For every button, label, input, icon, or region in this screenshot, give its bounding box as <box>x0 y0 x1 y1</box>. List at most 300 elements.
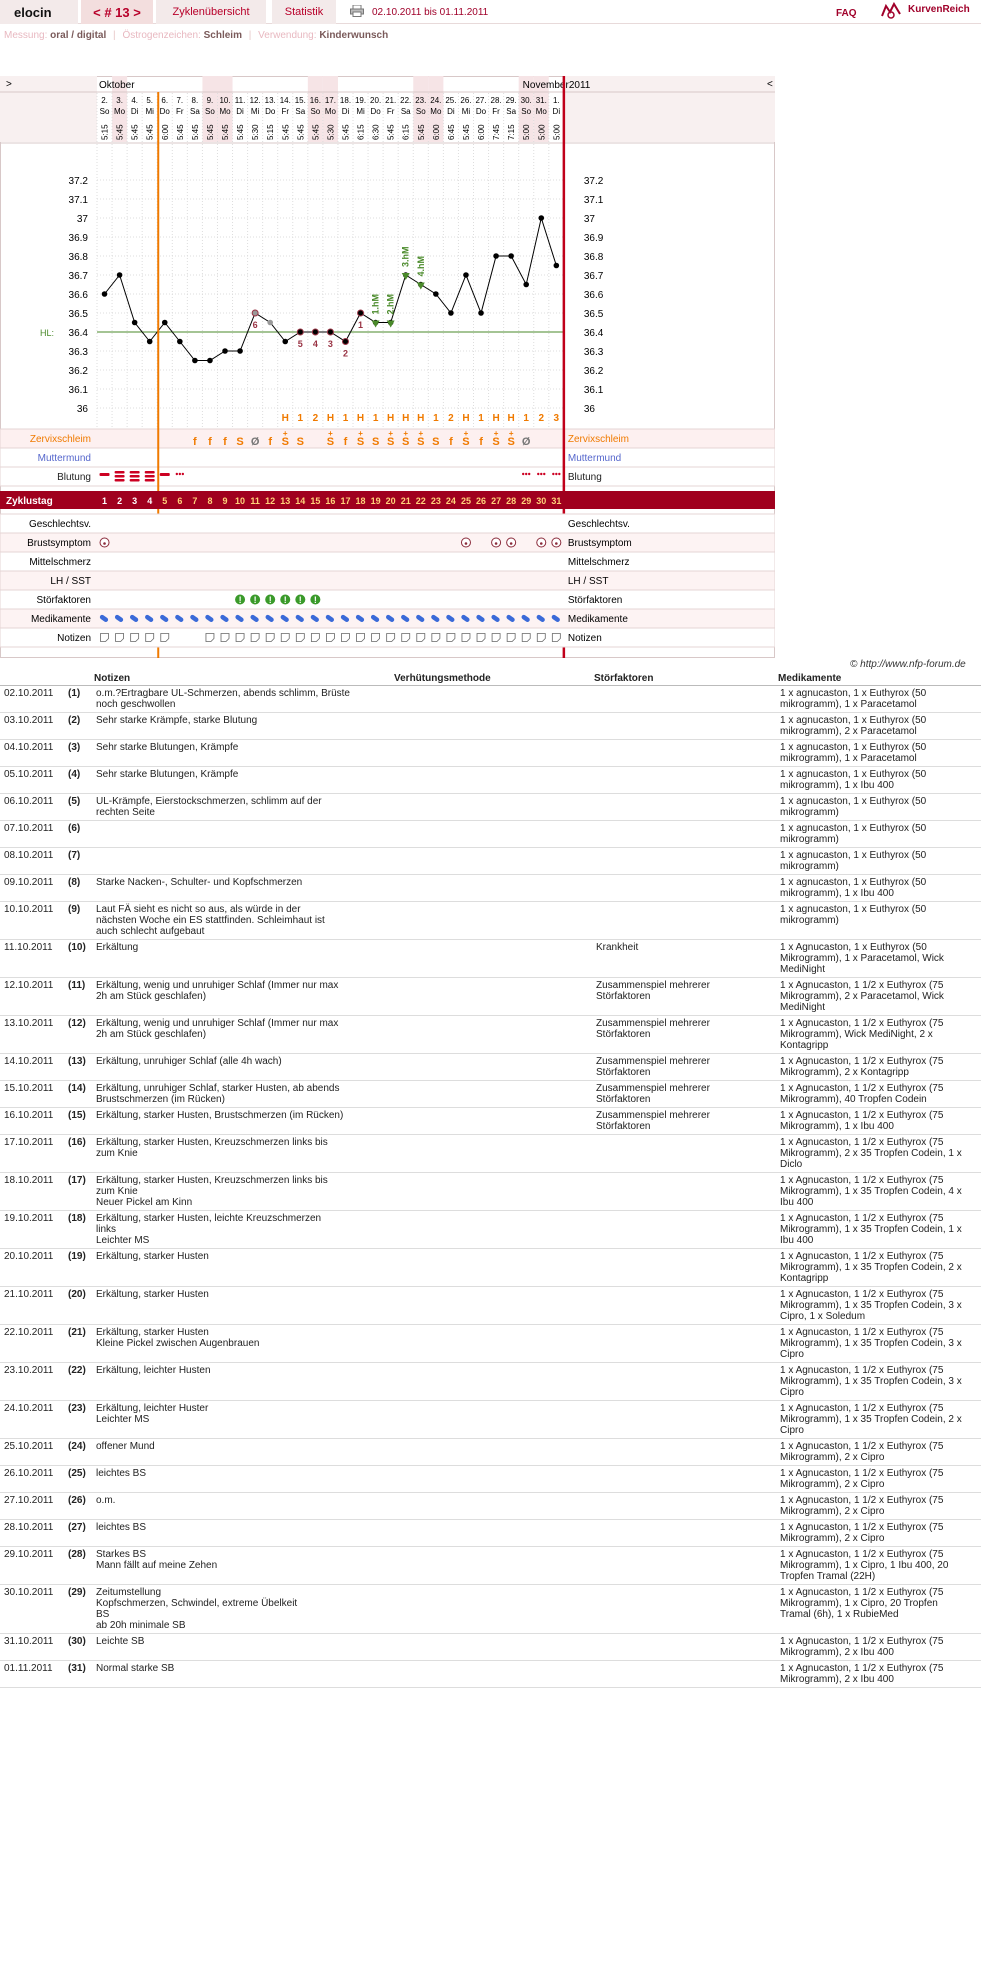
day-date: 1. <box>552 96 560 105</box>
row-note: Erkältung, starker Husten <box>92 1286 392 1324</box>
day-weekday: Di <box>236 107 244 116</box>
row-method <box>392 1362 592 1400</box>
temperature-point <box>267 320 273 326</box>
row-medication: 1 x Agnucaston, 1 1/2 x Euthyrox (75 Mikrogramm), 1 x 35 Tropfen Codein, 2 x Cipro <box>776 1400 981 1438</box>
cycle-day-number: 25 <box>460 496 471 506</box>
cervical-mucus-plus: + <box>493 429 499 438</box>
row-disturbances <box>592 1248 776 1286</box>
bleeding-spotting-mark <box>555 473 557 475</box>
row-cycle-day: (15) <box>68 1107 92 1134</box>
hl-marker: 1 <box>342 413 349 424</box>
lh-test-row <box>0 571 775 590</box>
row-method <box>392 1400 592 1438</box>
row-date: 27.10.2011 <box>0 1492 68 1519</box>
day-weekday: Mi <box>356 107 365 116</box>
row-date: 05.10.2011 <box>0 766 68 793</box>
row-date: 31.10.2011 <box>0 1633 68 1660</box>
hl-marker: H <box>326 413 335 424</box>
table-row <box>0 901 981 939</box>
mittelschmerz-row-label: Mittelschmerz <box>29 557 91 568</box>
day-weekday: Mo <box>324 107 336 116</box>
row-note: offener Mund <box>92 1438 392 1465</box>
row-date: 26.10.2011 <box>0 1465 68 1492</box>
row-date: 21.10.2011 <box>0 1286 68 1324</box>
row-note: Sehr starke Blutungen, Krämpfe <box>92 766 392 793</box>
disturbance-row <box>0 590 775 609</box>
high-temp-label: 4.hM <box>415 255 426 277</box>
hl-marker: H <box>356 413 365 424</box>
cervical-mucus-plus: + <box>418 429 424 438</box>
temperature-point <box>132 320 138 326</box>
day-date: 19. <box>354 96 367 105</box>
breast-symptom-icon-dot <box>540 542 543 545</box>
row-date: 08.10.2011 <box>0 847 68 874</box>
cycle-day-number: 17 <box>340 496 351 506</box>
date-range: 02.10.2011 bis 01.11.2011 <box>372 7 489 18</box>
row-medication: 1 x agnucaston, 1 x Euthyrox (50 mikrogramm), 1 x Ibu 400 <box>776 874 981 901</box>
row-medication: 1 x agnucaston, 1 x Euthyrox (50 mikrogramm) <box>776 901 981 939</box>
y-tick-label: 36.6 <box>68 290 88 301</box>
cycle-day-number: 2 <box>117 496 123 506</box>
row-cycle-day: (11) <box>68 977 92 1015</box>
row-date: 19.10.2011 <box>0 1210 68 1248</box>
day-date: 23. <box>415 96 427 105</box>
notes-row-label: Notizen <box>57 633 91 644</box>
cervix-row-label: Muttermund <box>37 453 91 464</box>
day-date: 18. <box>339 96 352 105</box>
cycle-day-number: 20 <box>385 496 396 506</box>
y-tick-label-right: 36.2 <box>583 366 604 377</box>
day-time: 6:30 <box>371 124 381 140</box>
day-time: 5:45 <box>416 124 426 140</box>
bleeding-row-label-right: Blutung <box>567 472 602 483</box>
row-disturbances <box>592 739 776 766</box>
day-time: 5:45 <box>341 124 351 140</box>
table-row <box>0 1134 981 1172</box>
cervical-mucus-value: S <box>386 436 395 448</box>
bleeding-heavy-mark <box>115 479 125 482</box>
cervix-row <box>0 448 775 467</box>
cervical-mucus-value: f <box>223 436 227 448</box>
year-label: 2011 <box>568 80 591 91</box>
day-date: 22. <box>400 96 412 105</box>
breast-symptom-icon-dot <box>495 542 498 545</box>
high-temp-label: 2.hM <box>385 293 396 315</box>
y-tick-label: 37 <box>76 214 88 225</box>
disturbance-icon-mark: ! <box>253 595 257 605</box>
day-time: 5:15 <box>266 124 276 140</box>
bleeding-spotting-mark <box>522 473 524 475</box>
hl-marker: H <box>387 413 395 424</box>
hl-marker: 2 <box>312 413 319 424</box>
row-method <box>392 1519 592 1546</box>
separator: | <box>113 30 116 41</box>
y-tick-label-right: 37.2 <box>583 176 604 187</box>
row-method <box>392 793 592 820</box>
row-note: Erkältung <box>92 939 392 977</box>
day-time: 5:45 <box>236 124 246 140</box>
medication-row-label-right: Medikamente <box>567 614 628 625</box>
cervical-mucus-value: f <box>193 436 197 448</box>
row-medication: 1 x Agnucaston, 1 1/2 x Euthyrox (75 Mikrogramm), 2 x Cipro <box>776 1492 981 1519</box>
day-time: 6:00 <box>160 124 170 140</box>
bleeding-medium-mark <box>100 473 110 476</box>
row-disturbances <box>592 1465 776 1492</box>
row-cycle-day: (24) <box>68 1438 92 1465</box>
column-header <box>0 672 68 685</box>
day-time: 5:45 <box>461 124 471 140</box>
cervical-mucus-plus: + <box>328 429 333 438</box>
estrogen-label: Östrogenzeichen: <box>122 30 201 41</box>
y-tick-label-right: 37.1 <box>583 195 604 206</box>
day-weekday: Do <box>370 107 381 116</box>
y-tick-label: 36.1 <box>68 385 88 396</box>
row-date: 29.10.2011 <box>0 1546 68 1584</box>
day-time: 6:15 <box>401 124 411 140</box>
usage-label: Verwendung: <box>258 30 317 41</box>
nav-prev-icon: > <box>6 79 12 90</box>
day-weekday: So <box>521 107 532 116</box>
row-disturbances <box>592 1660 776 1687</box>
row-cycle-day: (4) <box>68 766 92 793</box>
separator: | <box>248 30 252 41</box>
temperature-point <box>538 215 544 221</box>
row-method <box>392 1210 592 1248</box>
logo-text: KurvenReich <box>908 4 970 15</box>
measurement-value: oral / digital <box>50 30 107 41</box>
temperature-point <box>117 272 123 278</box>
y-tick-label-right: 36.7 <box>583 271 604 282</box>
high-temp-label: 3.hM <box>400 246 411 267</box>
row-date: 20.10.2011 <box>0 1248 68 1286</box>
row-date: 12.10.2011 <box>0 977 68 1015</box>
notes-table <box>0 672 981 1688</box>
day-date: 31. <box>535 96 547 105</box>
column-header-notes: Notizen <box>92 672 392 685</box>
header-right-bg <box>564 76 775 142</box>
row-date: 18.10.2011 <box>0 1172 68 1210</box>
row-date: 09.10.2011 <box>0 874 68 901</box>
low-temp-label: 6 <box>252 320 258 330</box>
y-tick-label: 36.8 <box>68 252 88 263</box>
breast-symptom-icon-dot <box>465 542 468 545</box>
cervical-mucus-value: S <box>296 436 304 448</box>
top-navigation <box>0 0 981 24</box>
table-header-row <box>0 672 981 685</box>
column-header-medication: Medikamente <box>776 672 981 685</box>
medication-row-label: Medikamente <box>30 614 91 625</box>
row-medication: 1 x Agnucaston, 1 1/2 x Euthyrox (75 Mikrogramm), 2 x Kontagripp <box>776 1053 981 1080</box>
day-time: 5:45 <box>130 124 140 140</box>
cervical-mucus-plus: + <box>388 429 394 438</box>
cervical-mucus-plus: + <box>282 429 288 438</box>
y-tick-label-right: 36.8 <box>583 252 604 263</box>
credit-text: © http://www.nfp-forum.de <box>850 659 966 670</box>
cervical-mucus-value: S <box>462 436 470 448</box>
cervical-mucus-value: Ø <box>250 436 260 448</box>
row-cycle-day: (23) <box>68 1400 92 1438</box>
bleeding-spotting-mark <box>525 473 527 475</box>
table-row <box>0 1324 981 1362</box>
hl-marker: H <box>402 413 410 424</box>
row-note: Erkältung, leichter Husten <box>92 1362 392 1400</box>
cervical-mucus-value: S <box>281 436 289 448</box>
row-date: 02.10.2011 <box>0 685 68 712</box>
row-method <box>392 1465 592 1492</box>
bleeding-spotting-mark <box>182 473 184 475</box>
table-row <box>0 1546 981 1584</box>
row-date: 17.10.2011 <box>0 1134 68 1172</box>
y-tick-label-right: 37 <box>583 214 595 225</box>
row-medication: 1 x agnucaston, 1 x Euthyrox (50 mikrogramm), 2 x Paracetamol <box>776 712 981 739</box>
day-time: 6:00 <box>431 124 441 140</box>
row-note: Sehr starke Krämpfe, starke Blutung <box>92 712 392 739</box>
cycle-day-number: 28 <box>506 496 517 506</box>
day-weekday: Fr <box>492 107 500 116</box>
row-cycle-day: (9) <box>68 901 92 939</box>
y-tick-label-right: 36.9 <box>583 233 604 244</box>
temperature-point <box>177 339 183 345</box>
disturbance-icon-mark: ! <box>238 595 242 605</box>
temperature-point <box>478 310 484 316</box>
row-disturbances <box>592 1546 776 1584</box>
bleeding-heavy-mark <box>115 475 125 478</box>
row-note: Erkältung, unruhiger Schlaf (alle 4h wach) <box>92 1053 392 1080</box>
row-note: Starke Nacken-, Schulter- und Kopfschmerzen <box>92 874 392 901</box>
row-date: 22.10.2011 <box>0 1324 68 1362</box>
intercourse-row-label: Geschlechtsv. <box>28 519 91 530</box>
row-disturbances <box>592 1210 776 1248</box>
row-method <box>392 1324 592 1362</box>
row-note: Leichte SB <box>92 1633 392 1660</box>
logo-icon <box>880 2 902 20</box>
day-weekday: Mo <box>430 107 442 116</box>
row-note: o.m.?Ertragbare UL-Schmerzen, abends schlimm, Brüste noch geschwollen <box>92 685 392 712</box>
row-note: Erkältung, starker Husten Kleine Pickel zwischen Augenbrauen <box>92 1324 392 1362</box>
day-weekday: So <box>415 107 426 116</box>
table-row <box>0 793 981 820</box>
table-row <box>0 1053 981 1080</box>
cycle-day-number: 19 <box>370 496 381 506</box>
row-note: Starkes BS Mann fällt auf meine Zehen <box>92 1546 392 1584</box>
cervical-mucus-plus: + <box>508 429 514 438</box>
day-weekday: Mo <box>219 107 231 116</box>
cycle-day-number: 6 <box>177 496 183 506</box>
low-temp-label: 4 <box>312 339 318 349</box>
faq-link[interactable]: FAQ <box>836 8 857 19</box>
row-note: Erkältung, unruhiger Schlaf, starker Husten, ab abends Brustschmerzen (im Rücken) <box>92 1080 392 1107</box>
table-row <box>0 1248 981 1286</box>
cervical-mucus-value: S <box>507 436 515 448</box>
temperature-point <box>554 263 560 269</box>
day-date: 5. <box>146 96 154 105</box>
day-time: 7:45 <box>492 124 502 140</box>
row-cycle-day: (22) <box>68 1362 92 1400</box>
table-row <box>0 712 981 739</box>
day-time: 6:45 <box>446 124 456 140</box>
row-disturbances <box>592 847 776 874</box>
y-tick-label: 36 <box>76 404 88 415</box>
table-row <box>0 847 981 874</box>
printer-icon[interactable] <box>350 5 364 17</box>
cervical-mucus-value: Ø <box>521 436 531 448</box>
row-medication: 1 x Agnucaston, 1 1/2 x Euthyrox (75 Mikrogramm), 1 x Cipro, 1 Ibu 400, 20 Tropfen Tramal (22H) <box>776 1546 981 1584</box>
y-tick-label: 36.9 <box>68 233 88 244</box>
cycle-day-number: 22 <box>415 496 426 506</box>
row-method <box>392 739 592 766</box>
row-note <box>92 847 392 874</box>
row-cycle-day: (28) <box>68 1546 92 1584</box>
cervix-row-label-right: Muttermund <box>567 453 622 464</box>
day-time: 5:15 <box>100 124 110 140</box>
notes-row-label-right: Notizen <box>567 633 602 644</box>
mittelschmerz-row-label-right: Mittelschmerz <box>567 557 630 568</box>
row-disturbances <box>592 1286 776 1324</box>
row-cycle-day: (29) <box>68 1584 92 1633</box>
row-method <box>392 1286 592 1324</box>
row-note: leichtes BS <box>92 1465 392 1492</box>
day-weekday: So <box>310 107 321 116</box>
row-cycle-day: (17) <box>68 1172 92 1210</box>
table-row <box>0 739 981 766</box>
row-medication: 1 x Agnucaston, 1 1/2 x Euthyrox (75 Mikrogramm), 1 x 35 Tropfen Codein, 3 x Cipro <box>776 1362 981 1400</box>
day-weekday: Sa <box>400 107 411 116</box>
hl-marker: 1 <box>523 413 529 424</box>
row-medication: 1 x Agnucaston, 1 1/2 x Euthyrox (75 Mikrogramm), 1 x 35 Tropfen Codein, 1 x Ibu 400 <box>776 1210 981 1248</box>
row-medication: 1 x Agnucaston, 1 1/2 x Euthyrox (75 Mikrogramm), 2 x 35 Tropfen Codein, 1 x Diclo <box>776 1134 981 1172</box>
row-method <box>392 1492 592 1519</box>
row-disturbances: Zusammenspiel mehrerer Störfaktoren <box>592 977 776 1015</box>
row-method <box>392 1134 592 1172</box>
row-note: Erkältung, starker Husten, Kreuzschmerzen links bis zum Knie Neuer Pickel am Kinn <box>92 1172 392 1210</box>
bleeding-heavy-mark <box>145 471 155 474</box>
row-medication: 1 x Agnucaston, 1 1/2 x Euthyrox (75 Mikrogramm), 1 x 35 Tropfen Codein, 3 x Cipro <box>776 1324 981 1362</box>
y-tick-label: 37.1 <box>68 195 88 206</box>
nav-next-icon: < <box>767 79 773 90</box>
day-date: 30. <box>520 96 532 105</box>
hl-marker: 1 <box>433 413 439 424</box>
day-time: 5:45 <box>221 124 231 140</box>
cycle-day-number: 26 <box>476 496 487 506</box>
row-note: Erkältung, starker Husten, Kreuzschmerzen links bis zum Knie <box>92 1134 392 1172</box>
breast-symptom-icon-dot <box>103 542 106 545</box>
row-cycle-day: (31) <box>68 1660 92 1687</box>
day-date: 27. <box>475 96 487 105</box>
cycle-day-number: 15 <box>310 496 321 506</box>
row-cycle-day: (7) <box>68 847 92 874</box>
row-method <box>392 1584 592 1633</box>
row-medication: 1 x Agnucaston, 1 1/2 x Euthyrox (75 Mikrogramm), Wick MediNight, 2 x Kontagripp <box>776 1015 981 1053</box>
tab-statistics[interactable]: Statistik <box>272 0 336 24</box>
day-weekday: Fr <box>281 107 290 116</box>
row-disturbances <box>592 1172 776 1210</box>
row-note: Laut FÄ sieht es nicht so aus, als würde in der nächsten Woche ein ES stattfinden. Schleimhaut ist auch schlecht aufgebaut <box>92 901 392 939</box>
row-medication: 1 x Agnucaston, 1 1/2 x Euthyrox (75 Mikrogramm), 2 x Cipro <box>776 1519 981 1546</box>
row-disturbances <box>592 820 776 847</box>
disturbance-icon-mark: ! <box>313 595 317 605</box>
cycle-number-nav[interactable]: < # 13 > <box>81 0 153 24</box>
row-date: 23.10.2011 <box>0 1362 68 1400</box>
row-note: Sehr starke Blutungen, Krämpfe <box>92 739 392 766</box>
cycle-day-number: 4 <box>147 496 153 506</box>
mittelschmerz-row <box>0 552 775 571</box>
cycle-day-number: 27 <box>491 496 502 506</box>
row-disturbances <box>592 1400 776 1438</box>
bleeding-spotting-mark <box>552 473 554 475</box>
temperature-point <box>448 310 454 316</box>
cycle-day-number: 18 <box>355 496 366 506</box>
cervical-mucus-value: S <box>417 436 425 448</box>
row-disturbances <box>592 1362 776 1400</box>
row-note: Erkältung, wenig und unruhiger Schlaf (Immer nur max 2h am Stück geschlafen) <box>92 1015 392 1053</box>
high-temp-label: 1.hM <box>370 293 381 315</box>
tab-cycle-overview[interactable]: Zyklenübersicht <box>156 0 266 24</box>
bleeding-medium-mark <box>160 473 170 476</box>
cycle-day-number: 14 <box>295 496 306 506</box>
row-medication: 1 x Agnucaston, 1 1/2 x Euthyrox (75 Mikrogramm), 2 x Ibu 400 <box>776 1660 981 1687</box>
day-date: 24. <box>430 96 442 105</box>
low-temp-label: 5 <box>297 339 303 349</box>
kurvenreich-logo[interactable] <box>878 2 981 22</box>
row-disturbances <box>592 793 776 820</box>
row-disturbances <box>592 1324 776 1362</box>
cycle-day-number: 13 <box>280 496 291 506</box>
day-date: 6. <box>161 96 169 105</box>
cervical-mucus-value: f <box>268 436 273 448</box>
hl-marker: H <box>417 413 425 424</box>
temperature-point <box>237 348 243 354</box>
bleeding-spotting-mark <box>179 473 181 475</box>
day-time: 5:30 <box>251 124 261 140</box>
disturbance-icon-mark: ! <box>298 595 302 605</box>
low-temp-label: 3 <box>327 339 333 349</box>
row-cycle-day: (25) <box>68 1465 92 1492</box>
hl-marker: 1 <box>297 413 304 424</box>
day-time: 6:15 <box>356 124 366 140</box>
usage-value: Kinderwunsch <box>319 30 389 41</box>
table-row <box>0 1080 981 1107</box>
day-weekday: Di <box>341 107 350 116</box>
day-date: 15. <box>294 96 306 105</box>
y-tick-label-right: 36.3 <box>583 347 604 358</box>
row-cycle-day: (21) <box>68 1324 92 1362</box>
cervical-mucus-value: f <box>343 436 348 448</box>
cervical-mucus-value: S <box>492 436 500 448</box>
cervical-mucus-value: f <box>449 436 453 448</box>
row-disturbances <box>592 712 776 739</box>
y-tick-label: 36.5 <box>68 309 88 320</box>
row-medication: 1 x Agnucaston, 1 1/2 x Euthyrox (75 Mikrogramm), 2 x Ibu 400 <box>776 1633 981 1660</box>
hl-marker: 2 <box>448 413 454 424</box>
row-note: Erkältung, starker Husten, Brustschmerzen (im Rücken) <box>92 1107 392 1134</box>
temperature-point <box>508 253 514 259</box>
cycle-day-number: 5 <box>162 496 168 506</box>
cycle-day-number: 7 <box>192 496 198 506</box>
lh-test-row-label-right: LH / SST <box>567 576 609 587</box>
breast-symptom-row-label-right: Brustsymptom <box>567 538 632 549</box>
cycle-day-number: 21 <box>400 496 411 506</box>
temperature-point <box>433 291 439 297</box>
table-row <box>0 1492 981 1519</box>
cervical-mucus-value: S <box>402 436 410 448</box>
row-disturbances <box>592 1438 776 1465</box>
cycle-day-number: 9 <box>222 496 228 506</box>
bleeding-spotting-mark <box>543 473 545 475</box>
bleeding-spotting-mark <box>528 473 530 475</box>
temperature-point <box>147 339 153 345</box>
day-time: 5:30 <box>326 124 336 140</box>
bleeding-heavy-mark <box>145 475 155 478</box>
